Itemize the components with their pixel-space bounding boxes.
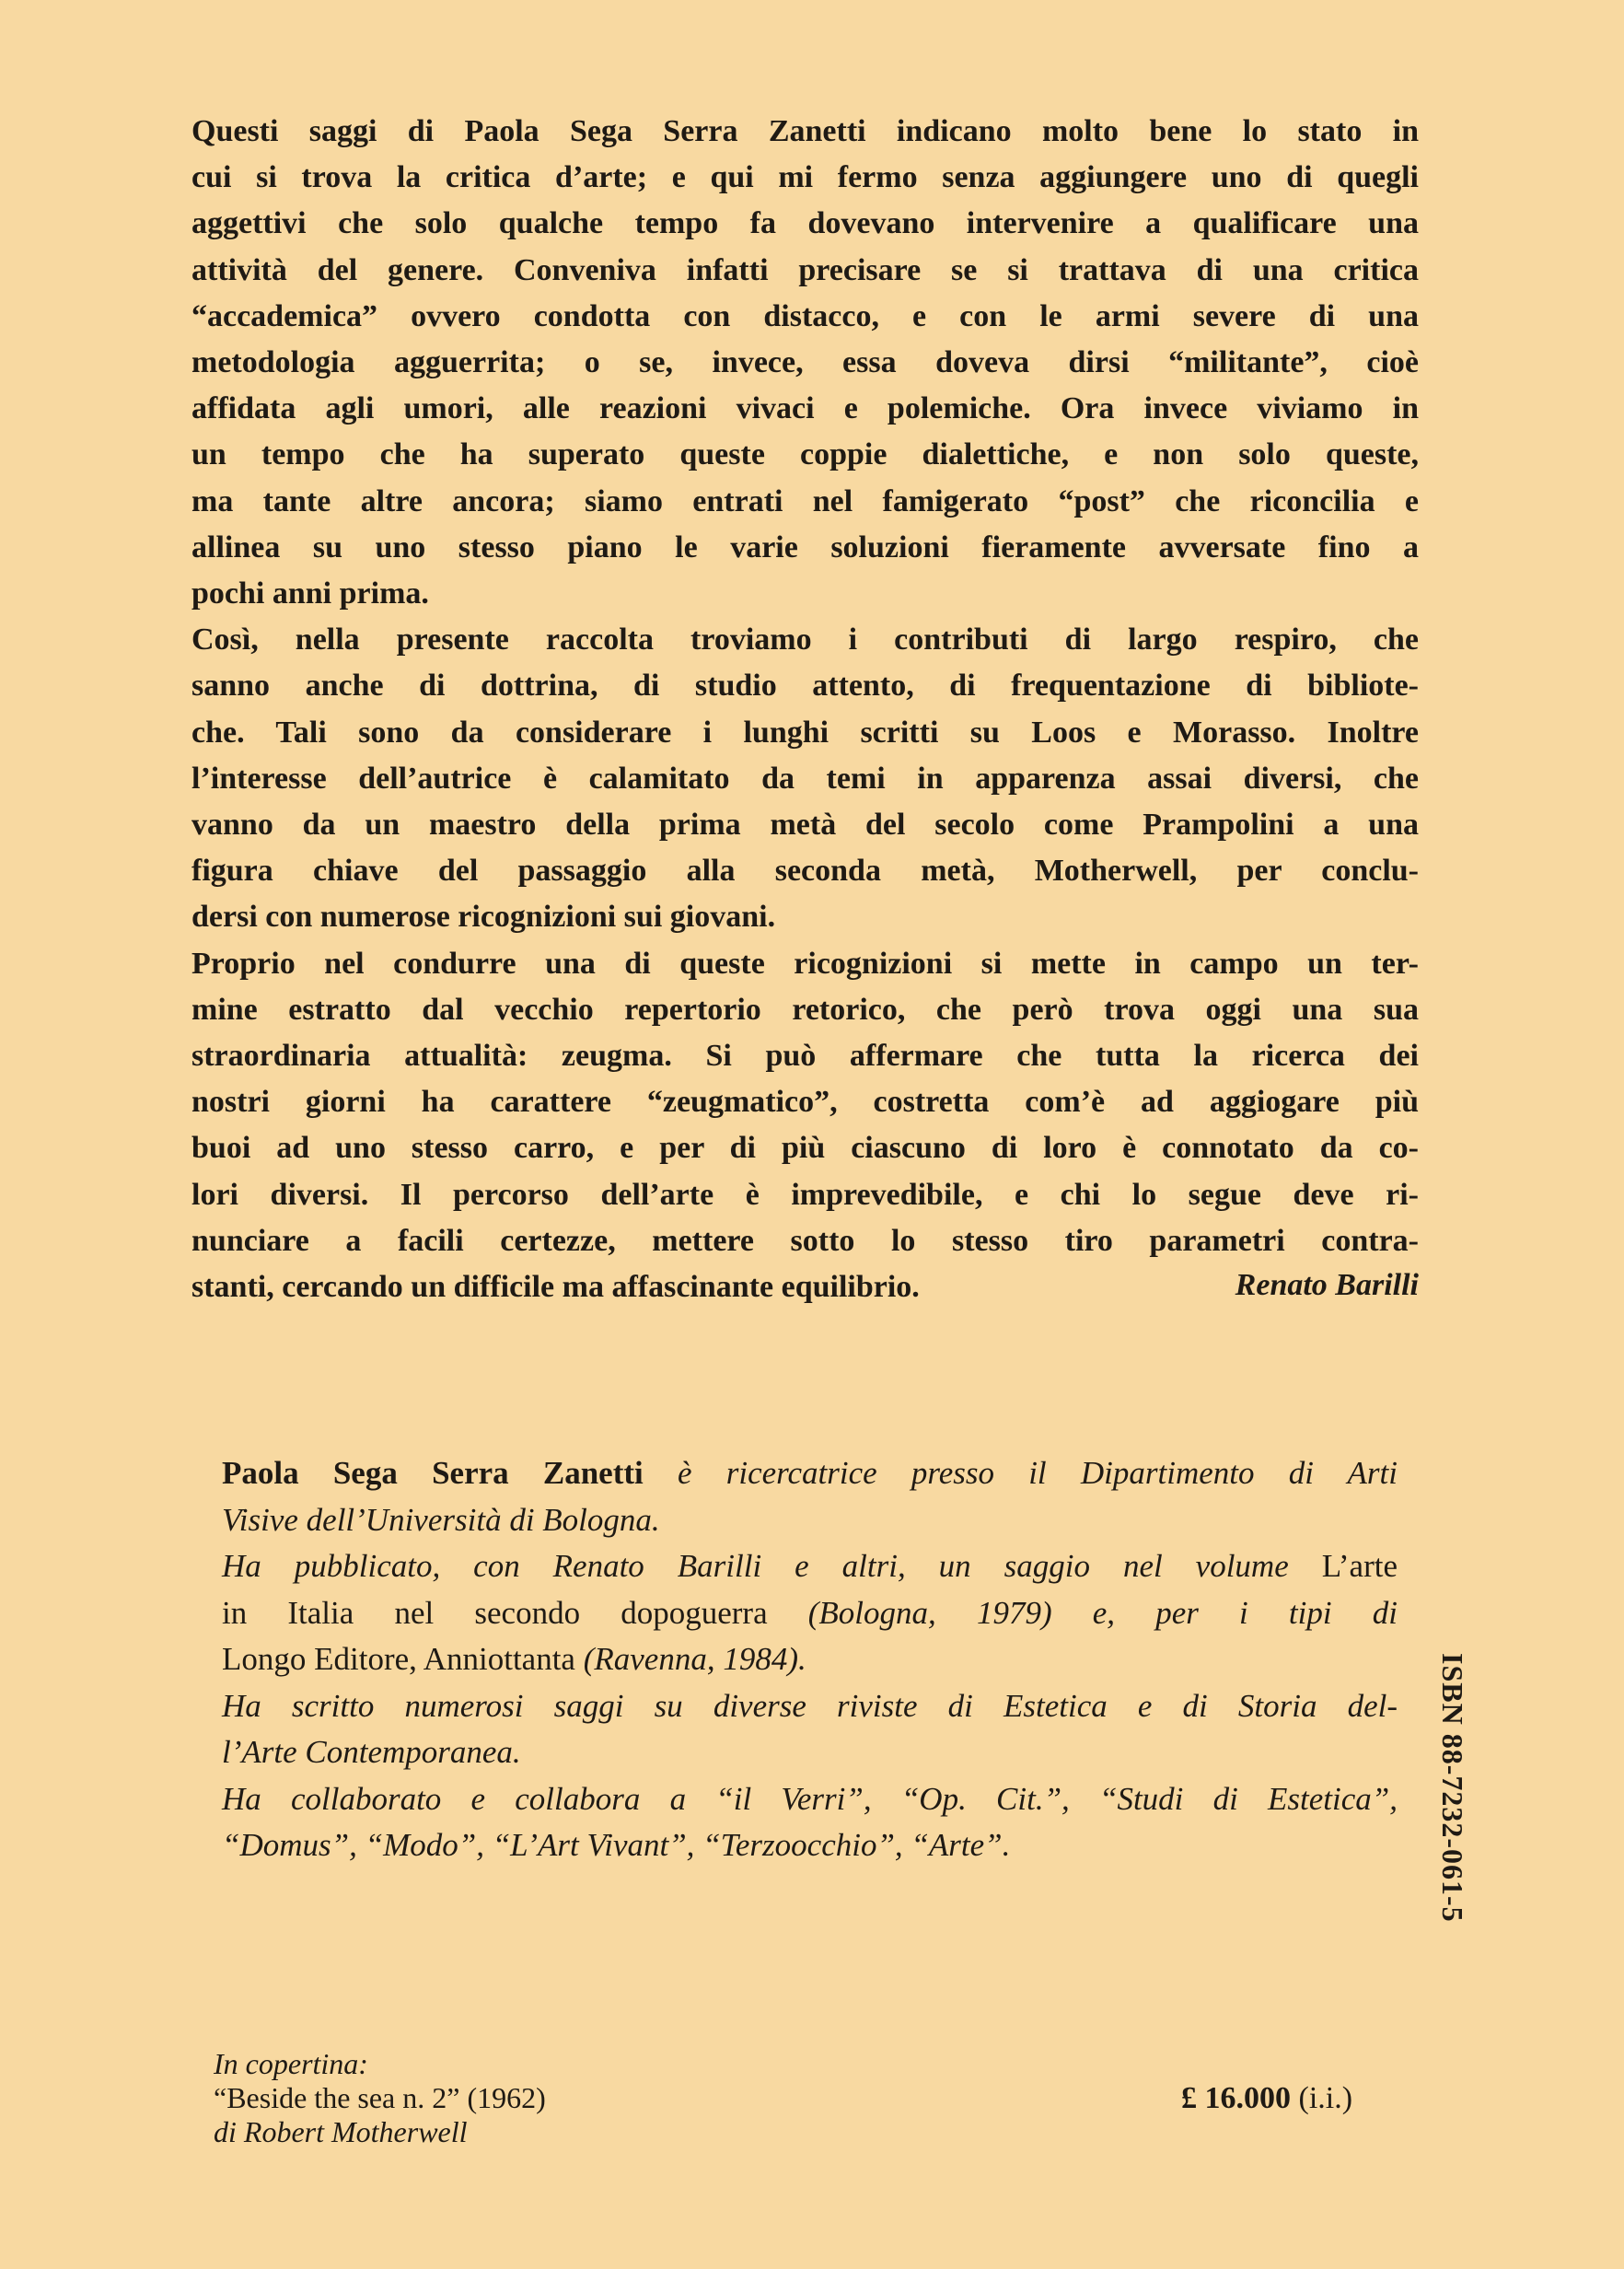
isbn-code: ISBN 88-7232-061-5 (1436, 1653, 1469, 1923)
blurb-line: Proprio nel condurre una di queste ricognizioni si mette in campo un ter- (191, 946, 1419, 981)
blurb-line: “accademica” ovvero condotta con distacco, e con le armi severe di una (191, 298, 1419, 333)
blurb-line: cui si trova la critica d’arte; e qui mi fermo senza aggiungere uno di quegli (191, 160, 1419, 195)
critique-blurb (191, 109, 1419, 1310)
bio-line: Visive dell’Università di Bologna. (222, 1501, 660, 1538)
bio-line: in Italia nel secondo dopoguerra (Bologna, 1979) e, per i tipi di (222, 1594, 1398, 1631)
blurb-line: vanno da un maestro della prima metà del secolo come Prampolini a una (191, 808, 1419, 843)
cover-credit-artist: di Robert Motherwell (214, 2115, 468, 2148)
blurb-line: attività del genere. Conveniva infatti precisare se si trattava di una critica (191, 252, 1419, 287)
bio-line: Longo Editore, Anniottanta (Ravenna, 1984). (222, 1641, 806, 1677)
author-name: Paola Sega Serra Zanetti (222, 1455, 644, 1491)
price-tag (1181, 2081, 1352, 2116)
blurb-line: aggettivi che solo qualche tempo fa dovevano intervenire a qualificare una (191, 206, 1419, 241)
blurb-line: che. Tali sono da considerare i lunghi scritti su Loos e Morasso. Inoltre (191, 715, 1419, 750)
blurb-line: allinea su uno stesso piano le varie soluzioni fieramente avversate fino a (191, 529, 1419, 564)
bio-line: “Domus”, “Modo”, “L’Art Vivant”, “Terzoocchio”, “Arte”. (222, 1827, 1011, 1863)
blurb-line: ma tante altre ancora; siamo entrati nel famigerato “post” che riconcilia e (191, 483, 1419, 518)
bio-line: Paola Sega Serra Zanetti è ricercatrice presso il Dipartimento di Arti (222, 1455, 1398, 1491)
blurb-signature: Renato Barilli (1235, 1268, 1419, 1302)
blurb-line: dersi con numerose ricognizioni sui giovani. (191, 900, 776, 935)
blurb-line: un tempo che ha superato queste coppie dialettiche, e non solo queste, (191, 437, 1419, 472)
blurb-line: pochi anni prima. (191, 576, 429, 611)
blurb-line: nostri giorni ha carattere “zeugmatico”, costretta com’è ad aggiogare più (191, 1085, 1419, 1120)
bio-line: Ha scritto numerosi saggi su diverse riviste di Estetica e di Storia del- (222, 1687, 1398, 1724)
author-bio (222, 1450, 1398, 1869)
blurb-line: affidata agli umori, alle reazioni vivaci e polemiche. Ora invece viviamo in (191, 391, 1419, 426)
blurb-line: l’interesse dell’autrice è calamitato da temi in apparenza assai diversi, che (191, 761, 1419, 796)
blurb-line: buoi ad uno stesso carro, e per di più ciascuno di loro è connotato da co- (191, 1131, 1419, 1166)
blurb-line: Questi saggi di Paola Sega Serra Zanetti indicano molto bene lo stato in (191, 114, 1419, 148)
blurb-line: sanno anche di dottrina, di studio attento, di frequentazione di bibliote- (191, 669, 1419, 704)
price-amount: £ 16.000 (1181, 2081, 1291, 2115)
cover-credit-label: In copertina: (214, 2047, 368, 2080)
bio-line: Ha pubblicato, con Renato Barilli e altri, un saggio nel volume L’arte (222, 1548, 1398, 1584)
blurb-line: stanti, cercando un difficile ma affascinante equilibrio. (191, 1270, 920, 1305)
price-note: (i.i.) (1291, 2081, 1353, 2115)
cover-credit (214, 2047, 546, 2149)
bio-line: Ha collaborato e collabora a “il Verri”, “Op. Cit.”, “Studi di Estetica”, (222, 1780, 1398, 1817)
blurb-line: Così, nella presente raccolta troviamo i contributi di largo respiro, che (191, 623, 1419, 657)
blurb-line: lori diversi. Il percorso dell’arte è imprevedibile, e chi lo segue deve ri- (191, 1177, 1419, 1212)
blurb-line: straordinaria attualità: zeugma. Si può affermare che tutta la ricerca dei (191, 1039, 1419, 1074)
blurb-line: nunciare a facili certezze, mettere sotto lo stesso tiro parametri contra- (191, 1223, 1419, 1258)
bio-line: l’Arte Contemporanea. (222, 1734, 521, 1770)
blurb-line: mine estratto dal vecchio repertorio retorico, che però trova oggi una sua (191, 992, 1419, 1027)
blurb-line: figura chiave del passaggio alla seconda metà, Motherwell, per conclu- (191, 854, 1419, 889)
cover-credit-work: “Beside the sea n. 2” (1962) (214, 2081, 546, 2114)
blurb-line: metodologia agguerrita; o se, invece, essa doveva dirsi “militante”, cioè (191, 345, 1419, 380)
